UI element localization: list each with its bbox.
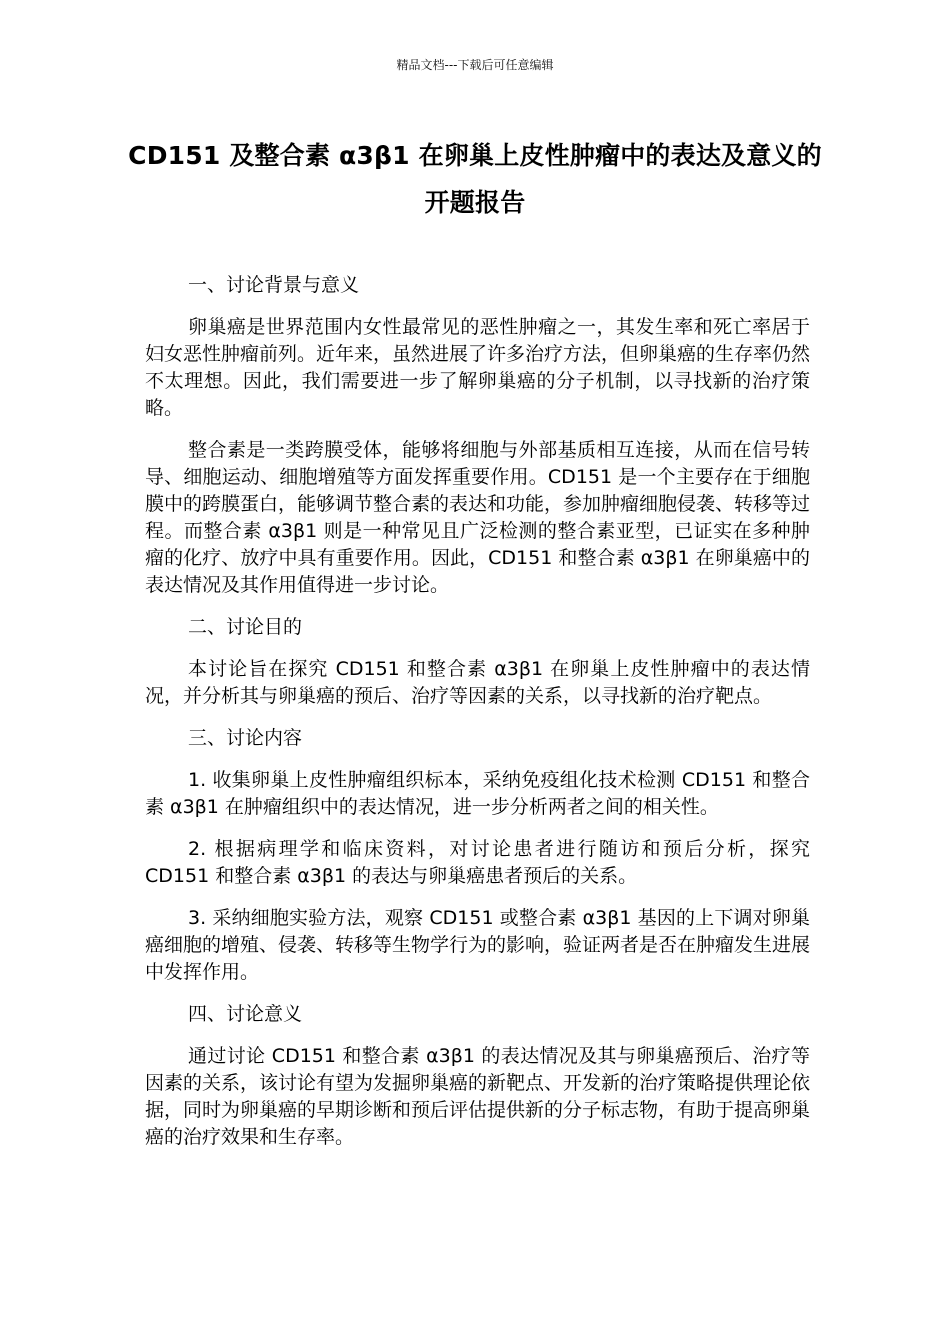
list-item: 2. 根据病理学和临床资料，对讨论患者进行随访和预后分析，探究 CD151 和整合素 α3β1 的表达与卵巢癌患者预后的关系。 — [145, 838, 810, 887]
paragraph: 本讨论旨在探究 CD151 和整合素 α3β1 在卵巢上皮性肿瘤中的表达情况，并分析其与卵巢癌的预后、治疗等因素的关系，以寻找新的治疗靶点。 — [145, 658, 810, 707]
list-item: 3. 采纳细胞实验方法，观察 CD151 或整合素 α3β1 基因的上下调对卵巢癌细胞的增殖、侵袭、转移等生物学行为的影响，验证两者是否在肿瘤发生进展中发挥作用。 — [145, 907, 811, 983]
header-note: 精品文档---下载后可任意编辑 — [396, 58, 554, 72]
section-heading-content: 三、讨论内容 — [188, 727, 303, 749]
paragraph: 通过讨论 CD151 和整合素 α3β1 的表达情况及其与卵巢癌预后、治疗等因素的关系，该讨论有望为发掘卵巢癌的新靶点、开发新的治疗策略提供理论依据，同时为卵巢癌的早期诊断和预后评估提供新的分子标志物，有助于提高卵巢癌的治疗效果和生存率。 — [145, 1045, 811, 1148]
document-body — [145, 272, 810, 1166]
list-item: 1. 收集卵巢上皮性肿瘤组织标本，采纳免疫组化技术检测 CD151 和整合素 α3β1 在肿瘤组织中的表达情况，进一步分析两者之间的相关性。 — [145, 769, 810, 818]
section-heading-significance: 四、讨论意义 — [188, 1003, 303, 1025]
document-title: CD151 及整合素 α3β1 在卵巢上皮性肿瘤中的表达及意义的开题报告 — [128, 141, 822, 217]
section-heading-purpose: 二、讨论目的 — [188, 616, 303, 638]
paragraph: 卵巢癌是世界范围内女性最常见的恶性肿瘤之一，其发生率和死亡率居于妇女恶性肿瘤前列。近年来，虽然进展了许多治疗方法，但卵巢癌的生存率仍然不太理想。因此，我们需要进一步了解卵巢癌的分子机制，以寻找新的治疗策略。 — [145, 316, 811, 419]
paragraph: 整合素是一类跨膜受体，能够将细胞与外部基质相互连接，从而在信号转导、细胞运动、细胞增殖等方面发挥重要作用。CD151 是一个主要存在于细胞膜中的跨膜蛋白，能够调节整合素的表达和功能，参加肿瘤细胞侵袭、转移等过程。而整合素 α3β1 则是一种常见且广泛检测的整合素亚型，已证实在多种肿瘤的化疗、放疗中具有重要作用。因此，CD151 和整合素 α3β1 在卵巢癌中的表达情况及其作用值得进一步讨论。 — [145, 439, 811, 596]
section-heading-background: 一、讨论背景与意义 — [188, 274, 360, 296]
